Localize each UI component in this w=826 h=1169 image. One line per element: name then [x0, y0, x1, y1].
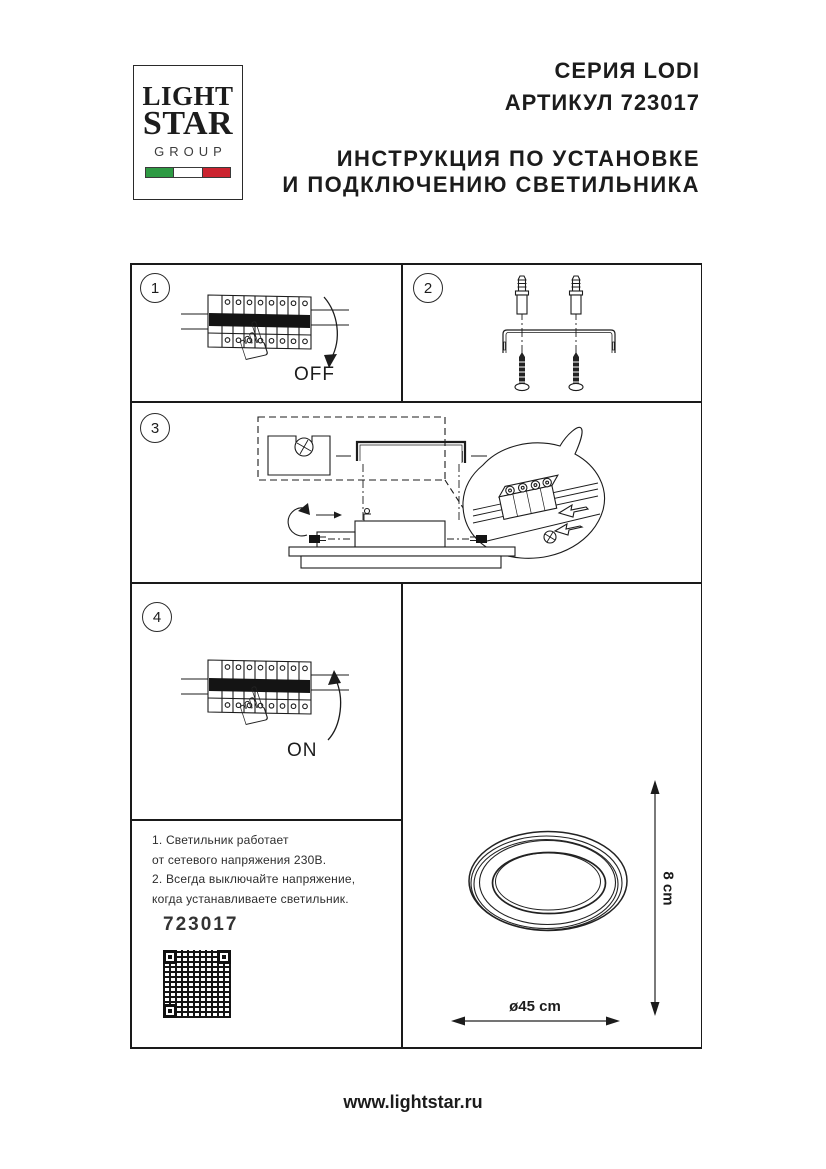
side-screw-icon — [447, 535, 487, 543]
article-number: 723017 — [163, 914, 239, 935]
ceiling-lamp-icon — [469, 832, 627, 931]
grid-border-bottom — [130, 1047, 702, 1049]
qr-code — [163, 950, 231, 1018]
pointing-hand-icon: ☝ — [228, 674, 276, 740]
note-line: когда устанавливаете светильник. — [152, 891, 349, 906]
italian-flag-bar — [145, 167, 231, 178]
wall-anchor-icon — [516, 276, 529, 314]
diameter-dimension-line — [451, 1017, 620, 1026]
logo-text-group: GROUP — [154, 144, 227, 159]
step-4-number: 4 — [152, 608, 162, 626]
note-line: 2. Всегда выключайте напряжение, — [152, 872, 356, 886]
step-2-number: 2 — [423, 279, 433, 297]
logo-text-star: STAR — [142, 105, 234, 142]
mounting-bracket-icon — [503, 330, 615, 353]
diameter-dimension-label: ø45 cm — [509, 998, 561, 1015]
mounting-hardware-drawing — [403, 264, 702, 402]
safety-notes — [152, 831, 392, 909]
screw-icon — [569, 352, 583, 391]
grid-border-left — [130, 263, 132, 1048]
doc-title-line1: ИНСТРУКЦИЯ ПО УСТАНОВКЕ — [336, 146, 700, 171]
off-label: OFF — [294, 364, 335, 385]
lightstar-logo — [133, 65, 243, 200]
note-line: от сетевого напряжения 230В. — [152, 852, 327, 867]
bracket-on-ceiling-icon — [336, 442, 487, 463]
grid-row-divider-3 — [130, 819, 402, 821]
off-arrow-icon — [324, 297, 337, 368]
step-1-badge — [140, 273, 170, 303]
logo-text-light: LIGHT — [142, 81, 234, 111]
step-1-number: 1 — [150, 279, 160, 297]
keyhole-slot-icon — [268, 436, 330, 475]
qr-finder-icon — [163, 950, 177, 964]
qr-finder-icon — [163, 1004, 177, 1018]
step-4-badge — [142, 602, 172, 632]
height-dimension-line — [651, 780, 660, 1016]
rotate-arrow-icon — [288, 503, 342, 536]
step-3-number: 3 — [150, 419, 160, 437]
height-dimension-label: 8 cm — [659, 871, 677, 906]
article-title: АРТИКУЛ 723017 — [504, 90, 700, 115]
wall-anchor-icon — [570, 276, 583, 314]
website-url: www.lightstar.ru — [343, 1092, 483, 1112]
on-label: ON — [287, 740, 318, 761]
pointing-hand-icon: ☝ — [228, 309, 276, 375]
on-arrow-icon — [328, 670, 341, 740]
qr-finder-icon — [217, 950, 231, 964]
ceiling-mounting-drawing — [131, 404, 701, 581]
series-title: СЕРИЯ LODI — [554, 58, 700, 83]
lamp-dimension-drawing — [403, 584, 701, 1046]
screw-icon — [515, 352, 529, 391]
doc-title-line2: И ПОДКЛЮЧЕНИЮ СВЕТИЛЬНИКА — [282, 172, 700, 197]
note-line: 1. Светильник работает — [152, 833, 289, 847]
